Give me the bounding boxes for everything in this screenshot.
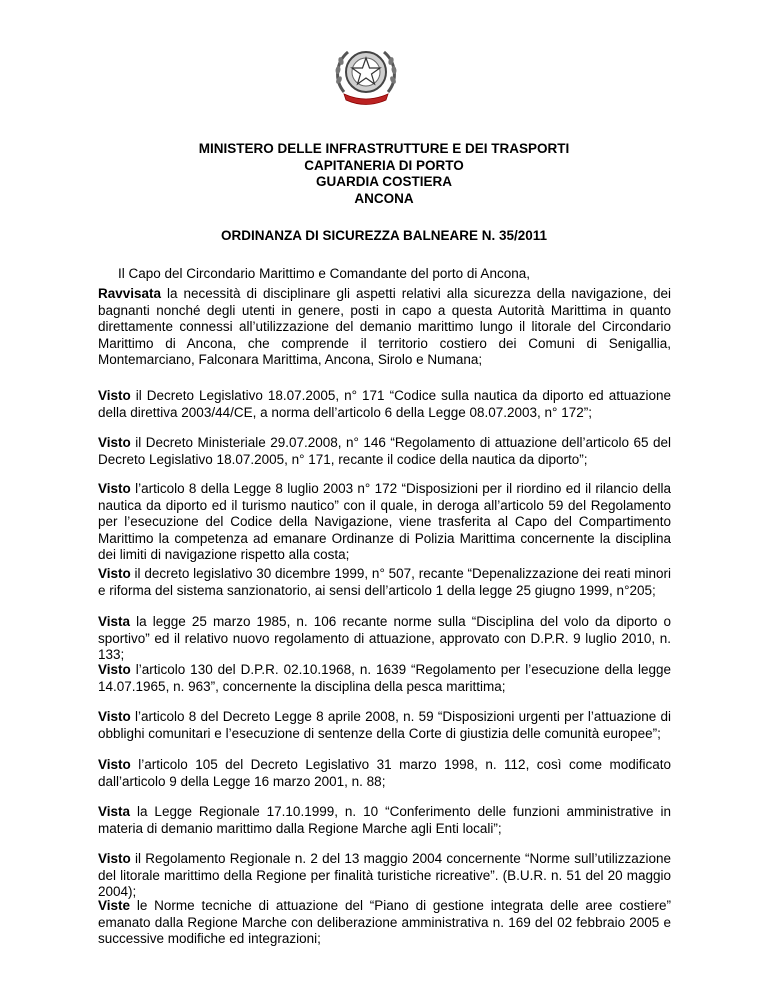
paragraph: Visto il decreto legislativo 30 dicembre 1999, n° 507, recante “Depenalizzazione dei reati minori e riforma del sistema sanzionatorio, ai sensi dell’articolo 1 della legge 25 giugno 1999, n°205; <box>98 566 671 598</box>
paragraph: Vista la Legge Regionale 17.10.1999, n. 10 “Conferimento delle funzioni amministrative in materia di demanio marittimo dalla Regione Marche agli Enti locali”; <box>98 804 671 836</box>
intro-line: Il Capo del Circondario Marittimo e Comandante del porto di Ancona, <box>118 266 530 281</box>
paragraph: Viste le Norme tecniche di attuazione del “Piano di gestione integrata delle aree costiere” emanato dalla Regione Marche con deliberazione amministrativa n. 169 del 02 febbraio 2005 e successive modifiche ed integrazioni; <box>98 898 671 946</box>
paragraph: Visto il Decreto Legislativo 18.07.2005, n° 171 “Codice sulla nautica da diporto ed attuazione della direttiva 2003/44/CE, a norma dell’articolo 6 della Legge 08.07.2003, n° 172”; <box>98 388 671 420</box>
paragraph: Visto l’articolo 130 del D.P.R. 02.10.1968, n. 1639 “Regolamento per l’esecuzione della legge 14.07.1965, n. 963”, concernente la disciplina della pesca marittima; <box>98 662 671 694</box>
emblem-of-italy <box>330 40 402 110</box>
paragraph: Visto l’articolo 105 del Decreto Legislativo 31 marzo 1998, n. 112, così come modificato dall’articolo 9 della Legge 16 marzo 2001, n. 88; <box>98 757 671 789</box>
paragraph: Visto il Decreto Ministeriale 29.07.2008, n° 146 “Regolamento di attuazione dell’articolo 65 del Decreto Legislativo 18.07.2005, n° 171, recante il codice della nautica da diporto”; <box>98 435 671 467</box>
ordinance-title: ORDINANZA DI SICUREZZA BALNEARE N. 35/2011 <box>220 228 548 243</box>
paragraph: Vista la legge 25 marzo 1985, n. 106 recante norme sulla “Disciplina del volo da diporto o sportivo” ed il relativo nuovo regolamento di attuazione, approvato con D.P.R. 9 luglio 2010, n. 133; <box>98 614 671 662</box>
ministry-name: MINISTERO DELLE INFRASTRUTTURE E DEI TRASPORTI <box>198 141 570 156</box>
paragraph: Visto l’articolo 8 del Decreto Legge 8 aprile 2008, n. 59 “Disposizioni urgenti per l’attuazione di obblighi comunitari e l’esecuzione di sentenze della Corte di giustizia delle comunità europee”; <box>98 709 671 741</box>
authority-name: CAPITANERIA DI PORTO <box>304 157 464 173</box>
city-name: ANCONA <box>354 190 414 206</box>
paragraph: Visto il Regolamento Regionale n. 2 del 13 maggio 2004 concernente “Norme sull’utilizzazione del litorale marittimo della Regione per finalità turistiche ricreative”. (B.U.R. n. 51 del 20 maggio 2004); <box>98 851 671 899</box>
paragraph: Visto l’articolo 8 della Legge 8 luglio 2003 n° 172 “Disposizioni per il riordino ed il rilancio della nautica da diporto ed il turismo nautico” con il quale, in deroga all’articolo 59 del Regolamento per l’esecuzione del Codice della Navigazione, viene trasferita al Capo del Compartimento Marittimo la competenza ad emanare Ordinanze di Polizia Marittima concernente la disciplina dei limiti di navigazione rispetto alla costa; <box>98 481 671 562</box>
paragraph: Ravvisata la necessità di disciplinare gli aspetti relativi alla sicurezza della navigazione, dei bagnanti nonché degli utenti in genere, posti in capo a questa Autorità Marittima in quanto direttamente connessi all’utilizzazione del demanio marittimo lungo il litorale del Circondario Marittimo di Ancona, che comprende il territorio costiero dei Comuni di Senigallia, Montemarciano, Falconara Marittima, Ancona, Sirolo e Numana; <box>98 286 671 367</box>
corps-name: GUARDIA COSTIERA <box>315 174 452 189</box>
document-header <box>0 141 768 207</box>
